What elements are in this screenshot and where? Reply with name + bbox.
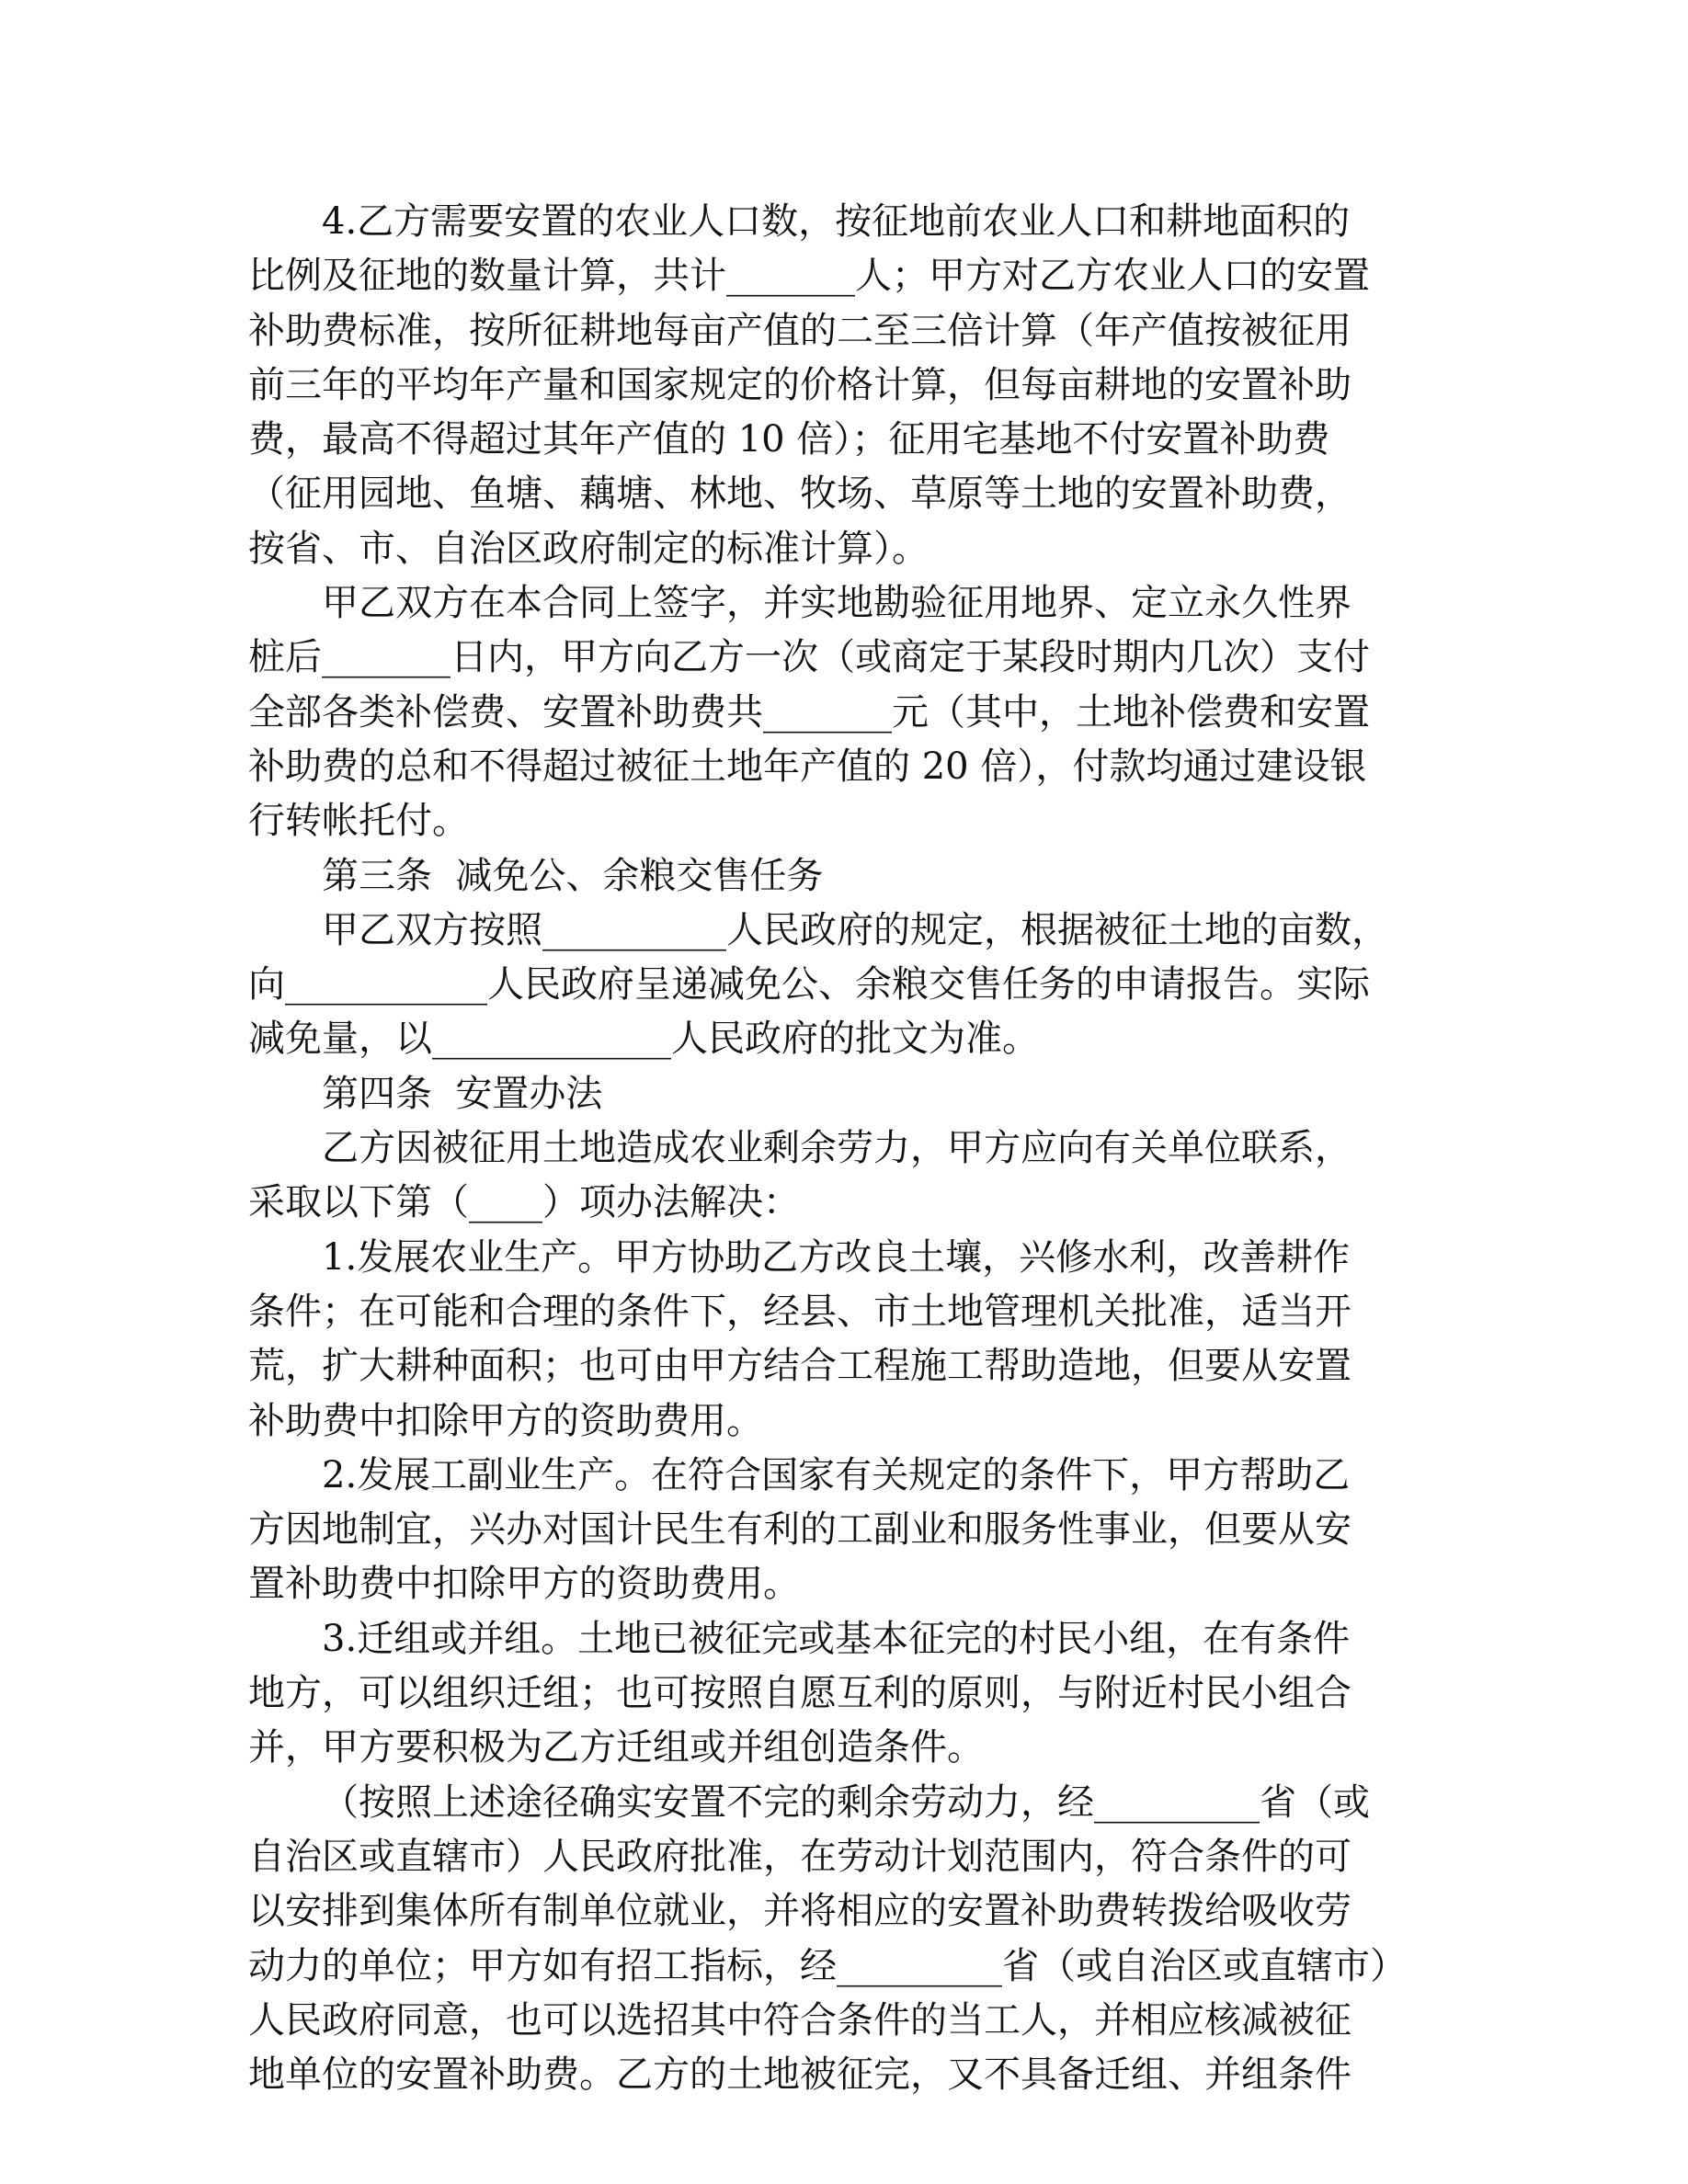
section-heading: 第三条 减免公、余粮交售任务 (322, 854, 824, 897)
text-line: 方因地制宜，兴办对国计民生有利的工副业和服务性事业，但要从安 (248, 1508, 1352, 1552)
text-line: 1.发展农业生产。甲方协助乙方改良土壤，兴修水利，改善耕作 (322, 1235, 1351, 1279)
text-line: 采取以下第（____）项办法解决： (248, 1181, 800, 1224)
text-line: 置补助费中扣除甲方的资助费用。 (248, 1563, 800, 1606)
text-line: 行转帐托付。 (248, 800, 469, 843)
text-line: 地方，可以组织迁组；也可按照自愿互利的原则，与附近村民小组合 (248, 1672, 1352, 1715)
text-line: 条件；在可能和合理的条件下，经县、市土地管理机关批准，适当开 (248, 1290, 1352, 1333)
text-line: 并，甲方要积极为乙方迁组或并组创造条件。 (248, 1726, 984, 1769)
text-line: 补助费中扣除甲方的资助费用。 (248, 1399, 763, 1442)
text-line: 向___________人民政府呈递减免公、余粮交售任务的申请报告。实际 (248, 963, 1370, 1007)
text-line: 全部各类补偿费、安置补助费共_______元（其中，土地补偿费和安置 (248, 690, 1370, 734)
text-line: 费，最高不得超过其年产值的 10 倍）；征用宅基地不付安置补助费 (248, 418, 1330, 461)
text-line: 前三年的平均年产量和国家规定的价格计算，但每亩耕地的安置补助 (248, 363, 1352, 406)
text-line: 按省、市、自治区政府制定的标准计算）。 (248, 527, 929, 570)
text-line: 自治区或直辖市）人民政府批准，在劳动计划范围内，符合条件的可 (248, 1835, 1352, 1878)
text-line: 甲乙双方按照__________人民政府的规定，根据被征土地的亩数， (322, 908, 1388, 951)
text-line: 2.发展工副业生产。在符合国家有关规定的条件下，甲方帮助乙 (322, 1453, 1351, 1496)
document-page (248, 195, 1440, 2102)
text-line: 补助费的总和不得超过被征土地年产值的 20 倍），付款均通过建设银 (248, 745, 1367, 788)
text-line: 甲乙双方在本合同上签字，并实地勘验征用地界、定立永久性界 (322, 582, 1352, 625)
text-line: 4.乙方需要安置的农业人口数，按征地前农业人口和耕地面积的 (322, 200, 1351, 243)
text-line: 乙方因被征用土地造成农业剩余劳力，甲方应向有关单位联系， (322, 1127, 1352, 1170)
text-line: 3.迁组或并组。土地已被征完或基本征完的村民小组，在有条件 (322, 1617, 1351, 1660)
text-line: 减免量，以_____________人民政府的批文为准。 (248, 1018, 1039, 1061)
text-line: 以安排到集体所有制单位就业，并将相应的安置补助费转拨给吸收劳 (248, 1890, 1352, 1933)
section-heading: 第四条 安置办法 (322, 1072, 603, 1115)
text-line: （按照上述途径确实安置不完的剩余劳动力，经_________省（或 (322, 1780, 1370, 1824)
text-line: 桩后_______日内，甲方向乙方一次（或商定于某段时期内几次）支付 (248, 636, 1370, 679)
text-line: （征用园地、鱼塘、藕塘、林地、牧场、草原等土地的安置补助费， (248, 472, 1352, 516)
text-line: 人民政府同意，也可以选招其中符合条件的当工人，并相应核减被征 (248, 1998, 1352, 2042)
text-line: 动力的单位；甲方如有招工指标，经_________省（或自治区或直辖市） (248, 1944, 1407, 1987)
text-line: 比例及征地的数量计算，共计_______人；甲方对乙方农业人口的安置 (248, 255, 1370, 298)
text-line: 荒，扩大耕种面积；也可由甲方结合工程施工帮助造地，但要从安置 (248, 1345, 1352, 1388)
text-line: 地单位的安置补助费。乙方的土地被征完，又不具备迁组、并组条件 (248, 2053, 1352, 2097)
text-line: 补助费标准，按所征耕地每亩产值的二至三倍计算（年产值按被征用 (248, 309, 1352, 352)
